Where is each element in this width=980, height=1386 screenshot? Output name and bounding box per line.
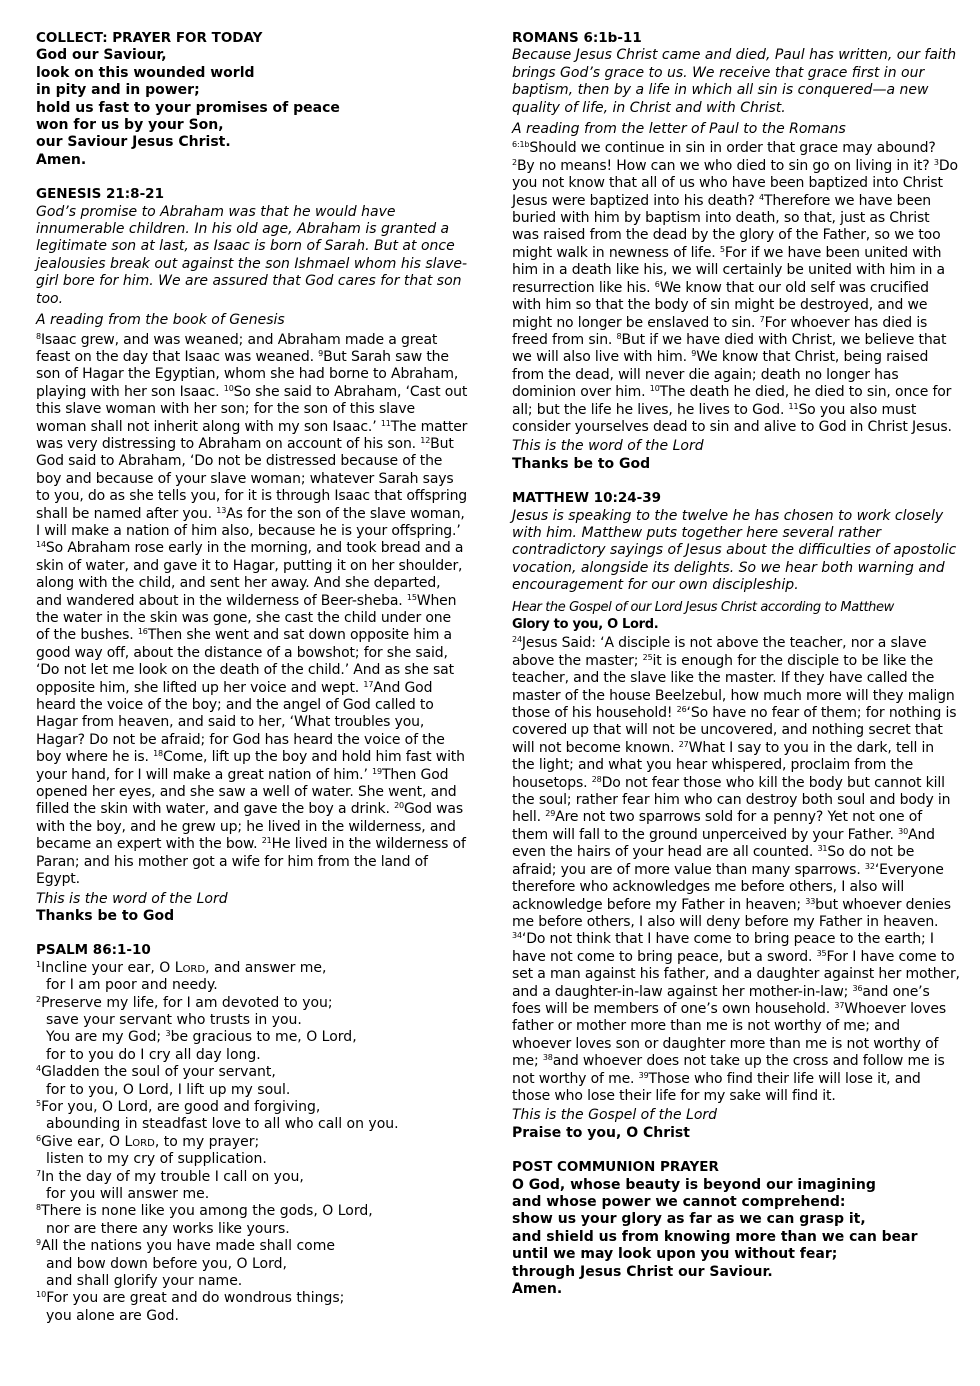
verse-number: 2 <box>36 994 42 1004</box>
verse-number: 9 <box>36 1238 42 1248</box>
genesis-intro: God’s promise to Abraham was that he would have innumerable children. In his old age, Abraham is granted a legitimate son at last, as Isaac is born of Sarah. But at once jealousies break out against the son Ishmael whom his slave-girl bore for him. We are assured that God cares for that son too. <box>36 203 468 307</box>
psalm-line <box>36 1203 468 1220</box>
verse-number: 19 <box>372 766 382 776</box>
divine-name: Lord <box>124 1133 155 1150</box>
post-communion-line: show us your glory as far as we can grasp it, <box>512 1211 866 1228</box>
psalm-text: Incline your ear, O <box>41 959 175 976</box>
verse-text: The death he died, he died to sin, once for all; but the life he lives, he lives to God. <box>512 384 952 418</box>
verse-text: We know that Christ, being raised from the dead, will never die again; death no longer has dominion over him. <box>512 349 929 401</box>
psalm-text: you alone are God. <box>46 1307 179 1324</box>
verse-text: Those who find their life will lose it, and those who lose their life for my sake will find it. <box>512 1070 921 1104</box>
psalm-text: Preserve my life, for I am devoted to you; <box>41 994 333 1011</box>
verse-text: So Abraham rose early in the morning, and took bread and a skin of water, and gave it to Hagar, putting it on her shoulder, along with the child, and sent her away. And she departed, and wandered about in the wilderness of Beer-sheba. <box>36 540 464 609</box>
verse-number: 32 <box>864 861 875 871</box>
post-communion-line: and whose power we cannot comprehend: <box>512 1194 846 1210</box>
verse-text: it is enough for the disciple to be like the teacher, and the slave like the master. If they have called the master of the house Beelzebul, how much more will they malign those of his household! <box>512 652 955 722</box>
verse-number: 12 <box>420 435 431 445</box>
psalm-line <box>36 995 468 1012</box>
verse-text: But God said to Abraham, ‘Do not be distressed because of the boy and because of your slave woman; whatever Sarah says to you, do as she tells you, for it is through Isaac that offspring shall be named after you. <box>36 435 468 522</box>
verse-number: 17 <box>363 679 374 689</box>
psalm-text: Give ear, O <box>41 1133 125 1150</box>
psalm-line <box>36 1047 468 1064</box>
collect-line: our Saviour Jesus Christ. <box>36 134 231 151</box>
verse-text: What I say to you in the dark, tell in the light; and what you hear whispered, proclaim from the housetops. <box>512 739 934 791</box>
collect-amen: Amen. <box>36 151 87 168</box>
post-communion-line: through Jesus Christ our Saviour. <box>512 1263 773 1280</box>
psalm-text: and shall glorify your name. <box>46 1273 243 1290</box>
psalm-text: You are my God; <box>46 1029 166 1046</box>
verse-number: 8 <box>36 331 41 341</box>
left-column <box>36 30 468 1325</box>
psalm-line <box>36 1238 468 1255</box>
romans-intro: Because Jesus Christ came and died, Paul has written, our faith brings God’s grace to us. We receive that grace first in our baptism, then by a life in which all sin is conquered—a new quality of life, in Christ and with Christ. <box>512 47 957 116</box>
verse-text: So you also must consider yourselves dead to sin and alive to God in Christ Jesus. <box>512 401 952 435</box>
verse-number: 24 <box>512 635 522 645</box>
romans-response-italic: This is the word of the Lord <box>512 438 704 455</box>
verse-number: 3 <box>933 157 939 167</box>
matthew-intro: Jesus is speaking to the twelve he has chosen to work closely with him. Matthew puts together here several rather contradictory sayings of Jesus about the difficulties of apostolic vocation, alongside its delights. So we hear both warning and encouragement for our own discipleship. <box>512 507 957 594</box>
verse-number: 34 <box>512 931 522 941</box>
verse-text: Do you not know that all of us who have been baptized into Christ Jesus were baptized into his death? <box>512 157 958 209</box>
psalm-line <box>36 1256 468 1273</box>
psalm-text: In the day of my trouble I call on you, <box>41 1168 304 1185</box>
psalm-text: listen to my cry of supplication. <box>46 1151 267 1168</box>
matthew-reading <box>512 635 960 1105</box>
psalm-text: and bow down before you, O Lord, <box>46 1255 287 1272</box>
matthew-response-italic: This is the Gospel of the Lord <box>512 1107 718 1124</box>
psalm-text: Gladden the soul of your servant, <box>41 1064 276 1081</box>
psalm-text: for I am poor and needy. <box>46 977 218 994</box>
psalm-line <box>36 1099 468 1116</box>
verse-text: but whoever denies me before others, I also will deny before my Father in heaven. <box>512 896 951 930</box>
collect-prayer <box>36 47 468 169</box>
verse-number: 2 <box>512 157 517 167</box>
verse-text: He lived in the wilderness of Paran; and his mother got a wife for him from the land of Egypt. <box>36 836 466 888</box>
post-communion-line: O God, whose beauty is beyond our imagining <box>512 1176 876 1193</box>
post-communion-amen: Amen. <box>512 1281 563 1298</box>
verse-text: For whoever has died is freed from sin. <box>512 314 928 348</box>
collect-line: look on this wounded world <box>36 64 255 81</box>
verse-text: Then God opened her eyes, and she saw a well of water. She went, and filled the skin with water, and gave the boy a drink. <box>36 766 457 818</box>
matthew-lead: Hear the Gospel of our Lord Jesus Christ according to Matthew <box>512 599 894 615</box>
genesis-section <box>36 186 468 925</box>
verse-number: 29 <box>545 809 556 819</box>
psalm-text: nor are there any works like yours. <box>46 1220 290 1237</box>
verse-number: 6 <box>654 279 660 289</box>
verse-number: 27 <box>678 739 689 749</box>
verse-text: ‘So have no fear of them; for nothing is covered up that will not be uncovered, and nothing secret that will not become known. <box>512 705 957 756</box>
verse-number: 6:1b <box>512 140 530 150</box>
verse-text: Should we continue in sin in order that grace may abound? <box>529 140 936 157</box>
verse-number: 31 <box>817 844 828 854</box>
verse-text: When the water in the skin was gone, she cast the child under one of the bushes. <box>36 592 457 644</box>
psalm-section <box>36 942 468 1325</box>
genesis-response-italic: This is the word of the Lord <box>36 890 228 907</box>
verse-text: The matter was very distressing to Abraham on account of his son. <box>36 418 468 452</box>
psalm-text: There is none like you among the gods, O Lord, <box>41 1203 373 1220</box>
genesis-heading: GENESIS 21:8-21 <box>36 186 164 203</box>
verse-number: 16 <box>137 627 148 637</box>
verse-number: 25 <box>642 652 653 662</box>
verse-text: So do not be afraid; you are of more value than many sparrows. <box>512 844 915 878</box>
verse-number: 33 <box>805 896 816 906</box>
psalm-line <box>36 1064 468 1081</box>
verse-number: 6 <box>36 1133 42 1143</box>
psalm-text: All the nations you have made shall come <box>41 1238 335 1255</box>
psalm-line <box>36 1169 468 1186</box>
psalm-line <box>36 977 468 994</box>
collect-line: hold us fast to your promises of peace <box>36 99 340 116</box>
verse-text: Then she went and sat down opposite him a good way off, about the distance of a bowshot; for she said, ‘Do not let me look on the death of the child.’ And as she sat opposite him, she lifted up her voice and wept. <box>36 627 454 696</box>
psalm-text <box>36 960 468 1326</box>
verse-number: 14 <box>36 540 46 550</box>
verse-number: 8 <box>36 1203 42 1213</box>
collect-line: won for us by your Son, <box>36 117 224 134</box>
psalm-text: , to my prayer; <box>154 1133 260 1150</box>
verse-text: So she said to Abraham, ‘Cast out this slave woman with her son; for the son of this slave woman shall not inherit along with my son Isaac.’ <box>36 383 468 435</box>
verse-text: God was with the boy, and he grew up; he lived in the wilderness, and became an expert with the bow. <box>36 801 464 853</box>
psalm-line <box>36 1186 468 1203</box>
verse-number: 4 <box>36 1064 42 1074</box>
verse-number: 5 <box>36 1098 42 1108</box>
verse-number: 11 <box>380 418 391 428</box>
matthew-response-bold: Praise to you, O Christ <box>512 1124 690 1141</box>
psalm-line <box>36 1134 468 1151</box>
psalm-text: for you will answer me. <box>46 1186 210 1202</box>
verse-text: By no means! How can we who died to sin go on living in it? <box>516 157 934 174</box>
verse-text: Are not two sparrows sold for a penny? Yet not one of them will fall to the ground unperceived by your Father. <box>512 809 922 843</box>
matthew-section <box>512 490 960 1142</box>
verse-number: 26 <box>676 705 687 715</box>
romans-lead: A reading from the letter of Paul to the Romans <box>512 121 846 138</box>
post-communion-section <box>512 1159 960 1298</box>
psalm-heading: PSALM 86:1-10 <box>36 942 151 959</box>
matthew-lead-response: Glory to you, O Lord. <box>512 617 659 632</box>
verse-text: ‘Everyone therefore who acknowledges me before others, I also will acknowledge before my Father in heaven; <box>512 861 944 913</box>
verse-text: Do not fear those who kill the body but cannot kill the soul; rather fear him who can destroy both soul and body in hell. <box>512 774 951 826</box>
verse-number: 4 <box>758 192 764 202</box>
verse-number: 20 <box>394 801 404 811</box>
verse-number: 7 <box>36 1168 42 1178</box>
matthew-heading: MATTHEW 10:24-39 <box>512 490 662 507</box>
verse-text: and whoever does not take up the cross and follow me is not worthy of me. <box>512 1053 945 1087</box>
psalm-line <box>36 1308 468 1325</box>
verse-text: Whoever loves father or mother more than me is not worthy of me; and whoever loves son or daughter more than me is not worthy of me; <box>512 1000 946 1070</box>
verse-number: 10 <box>649 384 660 394</box>
romans-response-bold: Thanks be to God <box>512 455 651 472</box>
romans-reading <box>512 140 960 436</box>
verse-text: Come, lift up the boy and hold him fast with your hand, for I will make a great nation of him.’ <box>36 749 465 783</box>
verse-number: 9 <box>691 349 697 359</box>
romans-section <box>512 30 960 473</box>
verse-number: 15 <box>406 592 417 602</box>
verse-number: 10 <box>36 1290 47 1300</box>
psalm-text: , and answer me, <box>205 959 327 976</box>
verse-number: 7 <box>759 314 765 324</box>
verse-text: For I have come to set a man against his father, and a daughter against her mother, and a daughter-in-law against her mother-in-law; <box>512 948 960 1000</box>
verse-text: As for the son of the slave woman, I will make a nation of him also, because he is your offspring.’ <box>36 505 465 539</box>
divine-name: Lord <box>174 959 206 976</box>
collect-line: in pity and in power; <box>36 82 200 99</box>
verse-number: 9 <box>318 348 324 358</box>
post-communion-heading: POST COMMUNION PRAYER <box>512 1159 719 1176</box>
verse-number: 3 <box>165 1029 171 1039</box>
psalm-line <box>36 1290 468 1307</box>
psalm-line <box>36 960 468 977</box>
psalm-line <box>36 1116 468 1133</box>
verse-text: But Sarah saw the son of Hagar the Egyptian, whom she had borne to Abraham, playing with her son Isaac. <box>36 348 459 400</box>
psalm-line <box>36 1029 468 1046</box>
psalm-text: abounding in steadfast love to all who call on you. <box>46 1116 399 1133</box>
verse-text: Isaac grew, and was weaned; and Abraham made a great feast on the day that Isaac was weaned. <box>36 331 438 365</box>
post-communion-line: and shield us from knowing more than we can bear <box>512 1228 918 1245</box>
psalm-line <box>36 1082 468 1099</box>
collect-line: God our Saviour, <box>36 47 167 64</box>
verse-text: But if we have died with Christ, we believe that we will also live with him. <box>512 331 947 366</box>
collect-heading: COLLECT: PRAYER FOR TODAY <box>36 30 263 46</box>
verse-number: 35 <box>816 948 827 958</box>
verse-number: 38 <box>542 1053 553 1063</box>
psalm-text: for to you do I cry all day long. <box>46 1046 261 1063</box>
verse-number: 11 <box>788 401 799 411</box>
genesis-reading <box>36 332 468 889</box>
verse-number: 28 <box>591 774 602 784</box>
genesis-lead: A reading from the book of Genesis <box>36 312 285 329</box>
verse-number: 30 <box>898 826 909 836</box>
verse-text: And even the hairs of your head are all counted. <box>512 826 935 861</box>
verse-number: 10 <box>223 383 234 393</box>
verse-number: 1 <box>36 959 42 969</box>
romans-heading: ROMANS 6:1b-11 <box>512 30 642 46</box>
verse-number: 21 <box>261 836 272 846</box>
right-column <box>512 30 960 1298</box>
collect-section <box>36 30 468 169</box>
verse-number: 13 <box>216 505 227 515</box>
psalm-line <box>36 1221 468 1238</box>
verse-number: 36 <box>852 983 863 993</box>
psalm-text: For you are great and do wondrous things; <box>46 1290 345 1307</box>
verse-text: and one’s foes will be members of one’s own household. <box>512 983 930 1017</box>
verse-number: 39 <box>638 1070 649 1080</box>
psalm-text: for to you, O Lord, I lift up my soul. <box>46 1081 291 1098</box>
verse-number: 37 <box>834 1000 845 1010</box>
psalm-line <box>36 1012 468 1029</box>
psalm-text: save your servant who trusts in you. <box>46 1011 302 1028</box>
post-communion-line: until we may look upon you without fear; <box>512 1246 838 1263</box>
verse-number: 18 <box>153 749 163 759</box>
verse-text: For if we have been united with him in a death like his, we will certainly be united with him in a resurrection like his. <box>512 244 945 296</box>
psalm-text: be gracious to me, O Lord, <box>170 1029 357 1046</box>
verse-text: Therefore we have been buried with him by baptism into death, so that, just as Christ was raised from the dead by the glory of the Father, so we too might walk in newness of life. <box>512 192 941 261</box>
verse-text: Jesus Said: ‘A disciple is not above the teacher, nor a slave above the master; <box>512 635 927 669</box>
genesis-response-bold: Thanks be to God <box>36 907 175 924</box>
psalm-line <box>36 1151 468 1168</box>
verse-text: ‘Do not think that I have come to bring peace to the earth; I have not come to bring peace, but a sword. <box>512 931 934 965</box>
psalm-line <box>36 1273 468 1290</box>
verse-text: And God heard the voice of the boy; and the angel of God called to Hagar from heaven, and said to her, ‘What troubles you, Hagar? Do not be afraid; for God has heard the voice of the boy where he is. <box>36 679 445 766</box>
verse-number: 5 <box>719 244 725 254</box>
post-communion-prayer <box>512 1177 960 1299</box>
psalm-text: For you, O Lord, are good and forgiving, <box>41 1098 321 1115</box>
verse-text: We know that our old self was crucified with him so that the body of sin might be destroyed, and we might no longer be enslaved to sin. <box>512 279 929 331</box>
verse-number: 8 <box>616 331 622 341</box>
